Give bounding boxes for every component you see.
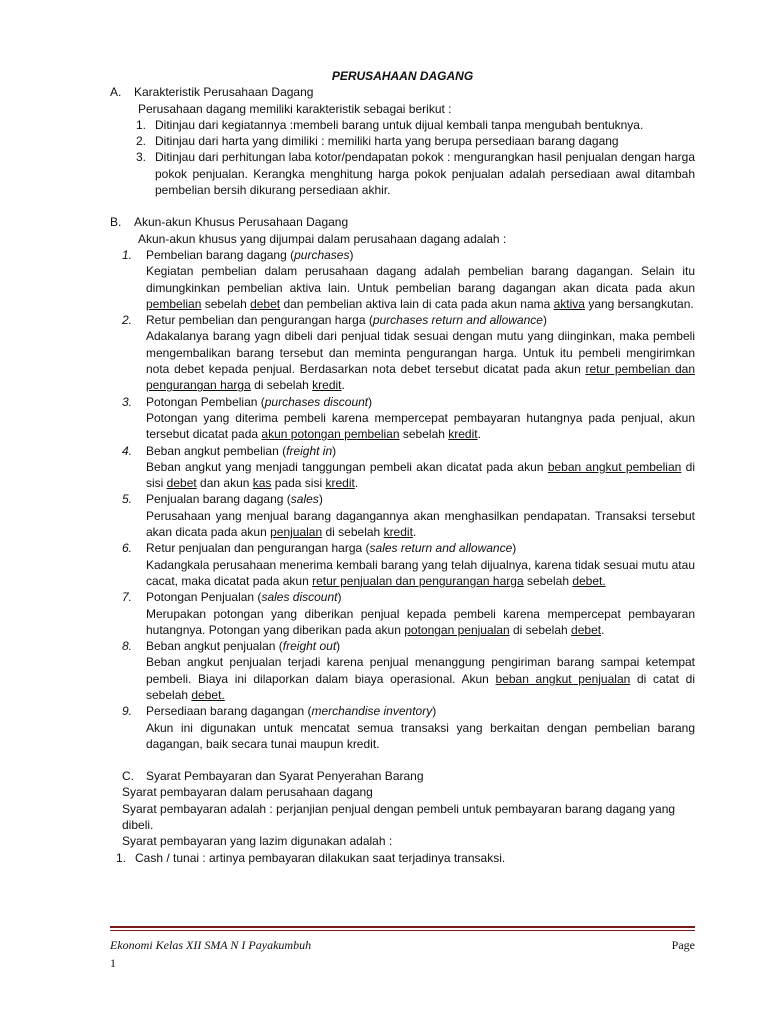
- item-number: 3.: [122, 394, 133, 409]
- item-number: 1.: [115, 850, 126, 865]
- item-number: 8.: [122, 639, 133, 654]
- account-description: Perusahaan yang menjual barang dagangannya akan menghasilkan pendapatan. Transaksi tersebut akan dicata pada akun penjualan di sebelah kredit.: [146, 508, 695, 540]
- item-number: 3.: [135, 150, 146, 165]
- item-number: 2.: [122, 313, 133, 328]
- account-title: Retur pembelian dan pengurangan harga (purchases return and allowance): [146, 313, 547, 328]
- account-description: Kadangkala perusahaan menerima kembali barang yang telah dijualnya, karena tidak sesuai mutu atau cacat, maka dicatat pada akun retur penjualan dan pengurangan harga sebelah debet.: [146, 557, 695, 588]
- item-number: 5.: [122, 492, 133, 507]
- account-item: [110, 247, 695, 312]
- account-description: Beban angkut yang menjadi tanggungan pembeli akan dicatat pada akun beban angkut pembelian di sisi debet dan akun kas pada sisi kredit.: [146, 459, 695, 491]
- account-title: Potongan Pembelian (purchases discount): [146, 394, 373, 409]
- item-text: Ditinjau dari perhitungan laba kotor/pendapatan pokok : mengurangkan hasil penjualan dengan harga pokok penjualan. Kerangka menghitung harga pokok penjualan adalah persediaan awal ditambah pembelian bersih dikurang persediaan akhir.: [155, 150, 695, 198]
- section-c-letter: C.: [122, 769, 134, 784]
- account-description: Kegiatan pembelian dalam perusahaan dagang adalah pembelian barang dagangan. Selain itu dimungkinkan pembelian aktiva lain. Untuk pembelian barang dagangan akan dicata pada akun pembelian sebelah debet dan pembelian aktiva lain di cata pada akun nama aktiva yang bersangkutan.: [146, 264, 695, 311]
- section-c-line: Syarat pembayaran adalah : perjanjian penjual dengan pembeli untuk pembayaran barang dagang yang dibeli.: [122, 801, 676, 833]
- section-c-line: Syarat pembayaran yang lazim digunakan adalah :: [122, 834, 393, 849]
- list-item: [110, 149, 695, 198]
- item-number: 1.: [122, 247, 133, 262]
- page-footer: [110, 926, 695, 972]
- account-title: Retur penjualan dan pengurangan harga (sales return and allowance): [146, 541, 517, 556]
- footer-text: Ekonomi Kelas XII SMA N I Payakumbuh: [110, 938, 312, 952]
- account-description: Akun ini digunakan untuk mencatat semua transaksi yang berkaitan dengan pembelian barang dagangan, baik secara tunai maupun kredit.: [146, 720, 695, 751]
- account-item: [110, 491, 695, 540]
- account-title: Beban angkut pembelian (freight in): [146, 443, 337, 458]
- account-title: Beban angkut penjualan (freight out): [146, 639, 341, 654]
- account-item: [110, 703, 695, 752]
- list-item: [110, 133, 695, 149]
- section-b-heading: [110, 214, 695, 230]
- account-item: [110, 394, 695, 443]
- account-item: [110, 638, 695, 703]
- section-b-intro: Akun-akun khusus yang dijumpai dalam perusahaan dagang adalah :: [138, 231, 507, 246]
- account-title: Penjualan barang dagang (sales): [146, 492, 323, 507]
- account-description: Adakalanya barang yagn dibeli dari penjual tidak sesuai dengan mutu yang diinginkan, maka pembeli mengembalikan barang tersebut dan meminta pengurangan harga. Untuk itu pembeli mengirimkan nota debet kepada penjual. Berdasarkan nota debet tersebut dicatat pada akun retur pembelian dan pengurangan harga di sebelah kredit.: [146, 329, 695, 393]
- item-number: 6.: [122, 541, 133, 556]
- section-c-list: [110, 850, 695, 866]
- section-b-title: Akun-akun Khusus Perusahaan Dagang: [134, 215, 349, 230]
- account-item: [110, 589, 695, 638]
- account-title: Potongan Penjualan (sales discount): [146, 590, 342, 605]
- account-item: [110, 540, 695, 589]
- footer-page-label: Page: [671, 938, 695, 952]
- account-item: [110, 312, 695, 393]
- item-number: 2.: [135, 134, 146, 149]
- footer-page-number: 1: [110, 956, 116, 971]
- section-a-title: Karakteristik Perusahaan Dagang: [134, 85, 314, 100]
- document-page: [110, 68, 695, 866]
- section-c-title: Syarat Pembayaran dan Syarat Penyerahan Barang: [146, 769, 424, 784]
- account-description: Merupakan potongan yang diberikan penjual kepada pembeli karena mempercepat pembayaran hutangnya. Potongan yang diberikan pada akun potongan penjualan di sebelah debet.: [146, 606, 695, 637]
- item-text: Cash / tunai : artinya pembayaran dilakukan saat terjadinya transaksi.: [135, 850, 506, 865]
- account-title: Pembelian barang dagang (purchases): [146, 247, 354, 262]
- account-item: [110, 443, 695, 492]
- list-item: [110, 117, 695, 133]
- account-title: Persediaan barang dagangan (merchandise inventory): [146, 704, 437, 719]
- item-number: 7.: [122, 590, 133, 605]
- section-a-list: [110, 117, 695, 198]
- item-number: 1.: [135, 117, 146, 132]
- document-title: PERUSAHAAN DAGANG: [331, 69, 474, 83]
- section-a-letter: A.: [110, 85, 122, 100]
- item-number: 9.: [122, 704, 133, 719]
- section-c-heading: [110, 768, 695, 784]
- item-text: Ditinjau dari harta yang dimiliki : memiliki harta yang berupa persediaan barang dagang: [155, 134, 619, 149]
- account-description: Potongan yang diterima pembeli karena mempercepat pembayaran hutangnya pada penjual, akun tersebut dicatat pada akun potongan pembelian sebelah kredit.: [146, 410, 695, 442]
- section-c-line: Syarat pembayaran dalam perusahaan dagang: [122, 785, 373, 800]
- section-b-letter: B.: [110, 215, 122, 230]
- list-item: [110, 850, 695, 866]
- section-a-intro: Perusahaan dagang memiliki karakteristik sebagai berikut :: [138, 101, 452, 116]
- section-a-heading: [110, 84, 695, 100]
- item-number: 4.: [122, 443, 133, 458]
- account-description: Beban angkut penjualan terjadi karena penjual menanggung pengiriman barang sampai ketempat pembeli. Biaya ini dilaporkan dalam biaya operasional. Akun beban angkut penjualan di catat di sebelah debet.: [146, 655, 695, 702]
- footer-rule-thin: [110, 930, 695, 931]
- item-text: Ditinjau dari kegiatannya :membeli barang untuk dijual kembali tanpa mengubah bentuknya.: [155, 117, 644, 132]
- footer-rule: [110, 926, 695, 928]
- section-b-list: [110, 247, 695, 752]
